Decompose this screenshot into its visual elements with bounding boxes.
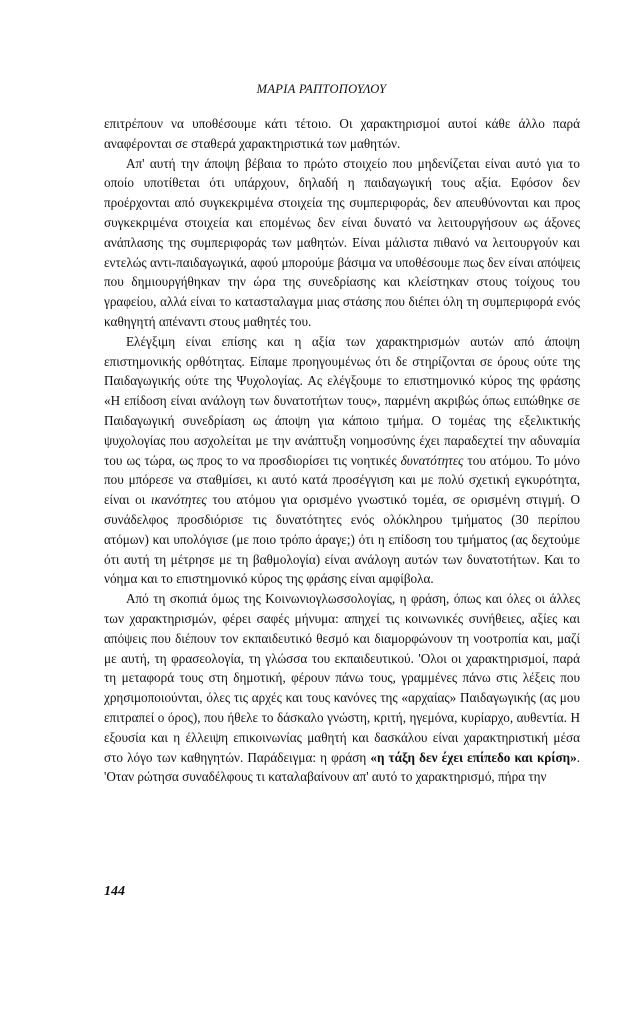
paragraph-4-part-a: Από τη σκοπιά όμως της Κοινωνιογλωσσολογίας, η φράση, όπως και όλες οι άλλες των χαρακτηρισμών, φέρει σαφές μήνυμα: απηχεί τις κοινωνικές συνήθειες, αξίες και απόψεις που διέπουν τον εκπαιδευτικό θεσμό και διαμορφώνουν τη νοοτροπία και, μαζί με αυτή, τη φρασεολογία, τη γλώσσα του εκπαιδευτικού. 'Ολοι οι χαρακτηρισμοί, παρά τη μεταφορά τους στη δημοτική, φέρουν πάνω τους, γραμμένες πάνω στις λέξεις που χρησιμοποιούνται, όλες τις αρχές και τους κανόνες της «αρχαίας» Παιδαγωγικής (ας μου επιτραπεί ο όρος), που ήθελε το δάσκαλο γνώστη, κριτή, ηγεμόνα, κυρίαρχο, αυθεντία. Η εξουσία και η έλλειψη επικοινωνίας μαθητή και δασκάλου είναι χαρακτηριστική μέσα στο λόγο των καθηγητών. Παράδειγμα: η φράση [104,591,580,765]
paragraph-1: επιτρέπουν να υποθέσουμε κάτι τέτοιο. Οι χαρακτηρισμοί αυτοί κάθε άλλο παρά αναφέρονται σε σταθερά χαρακτηριστικά των μαθητών. [104,116,580,151]
emphasis-ikanotites: ικανότητες [150,492,207,508]
paragraph-3 [104,332,580,589]
emphasis-dynatotites: δυνατότητες [400,452,464,468]
paragraph-3-part-c: του ατόμου για ορισμένο γνωστικό τομέα, σε ορισμένη στιγμή. Ο συνάδελφος προσδιόρισε τις δυνατότητες ενός ολόκληρου τμήματος (30 περίπου ατόμων) και υπολόγισε (με ποιο τρόπο άραγε;) ότι η επίδοση του τμήματος (ας δεχτούμε ότι αυτή τη μέτρησε με τη βαθμολογία) είναι ανάλογη αυτών των δυνατοτήτων. Και το νόημα και το επιστημονικό κύρος της φράσης είναι αμφίβολα. [104,492,580,587]
paragraph-2: Απ' αυτή την άποψη βέβαια το πρώτο στοιχείο που μηδενίζεται είναι αυτό για το οποίο υποτίθεται ότι υπάρχουν, δηλαδή η παιδαγωγική τους αξία. Εφόσον δεν προέρχονται από συγκεκριμένα στοιχεία της συμπεριφοράς, δεν απευθύνονται και προς συγκεκριμένα στοιχεία και επομένως δεν είναι δυνατό να λειτουργήσουν ως άξονες ανάπλασης της συμπεριφοράς των μαθητών. Είναι μάλιστα πιθανό να λειτουργούν και εντελώς αντι-παιδαγωγικά, αφού μπορούμε βάσιμα να υποθέσουμε πως δεν είναι απόψεις που δημιουργήθηκαν την ώρα της συνεδρίασης και κλείστηκαν στους τοίχους του γραφείου, αλλά είναι το κατασταλαγμα μιας στάσης που διέπει όλη τη συμπεριφορά ενός καθηγητή απέναντι στους μαθητές του. [104,155,580,329]
paragraph-3-part-a: Ελέγξιμη είναι επίσης και η αξία των χαρακτηρισμών αυτών από άποψη επιστημονικής ορθότητας. Είπαμε προηγουμένως ότι δε στηρίζονται σε όρους ούτε της Παιδαγωγικής ούτε της Ψυχολογίας. Ας ελέγξουμε το επιστημονικό κύρος της φράσης «Η επίδοση είναι ανάλογη των δυνατοτήτων τους», παρμένη ακριβώς όπως ειπώθηκε σε Παιδαγωγική συνεδρίαση ως άποψη για κάποιο τμήμα. Ο τομέας της εξελικτικής ψυχολογίας που ασχολείται με την ανάπτυξη νοημοσύνης έχει παραδεχτεί την αδυναμία του ως τώρα, ως προς το να προσδιορίσει τις νοητικές [104,333,580,468]
running-head: ΜΑΡΙΑ ΡΑΠΤΟΠΟΥΛΟΥ [256,82,387,96]
emphasis-quote: «η τάξη δεν έχει επίπεδο και κρίση» [370,749,577,765]
body-text [104,114,580,787]
paragraph-4-part-c: . 'Οταν ρώτησα συναδέλφους τι καταλαβαίνουν απ' αυτό το χαρακτηρισμό, πήρα την [104,749,580,785]
paragraph-4 [104,589,580,787]
paragraph-3-part-b: του ατόμου. Το μόνο που μπόρεσε να σταθμίσει, κι αυτό κατά προσέγγιση και με πολύ σχετική εγκυρότητα, είναι οι [104,452,580,508]
page-number: 144 [104,884,125,899]
